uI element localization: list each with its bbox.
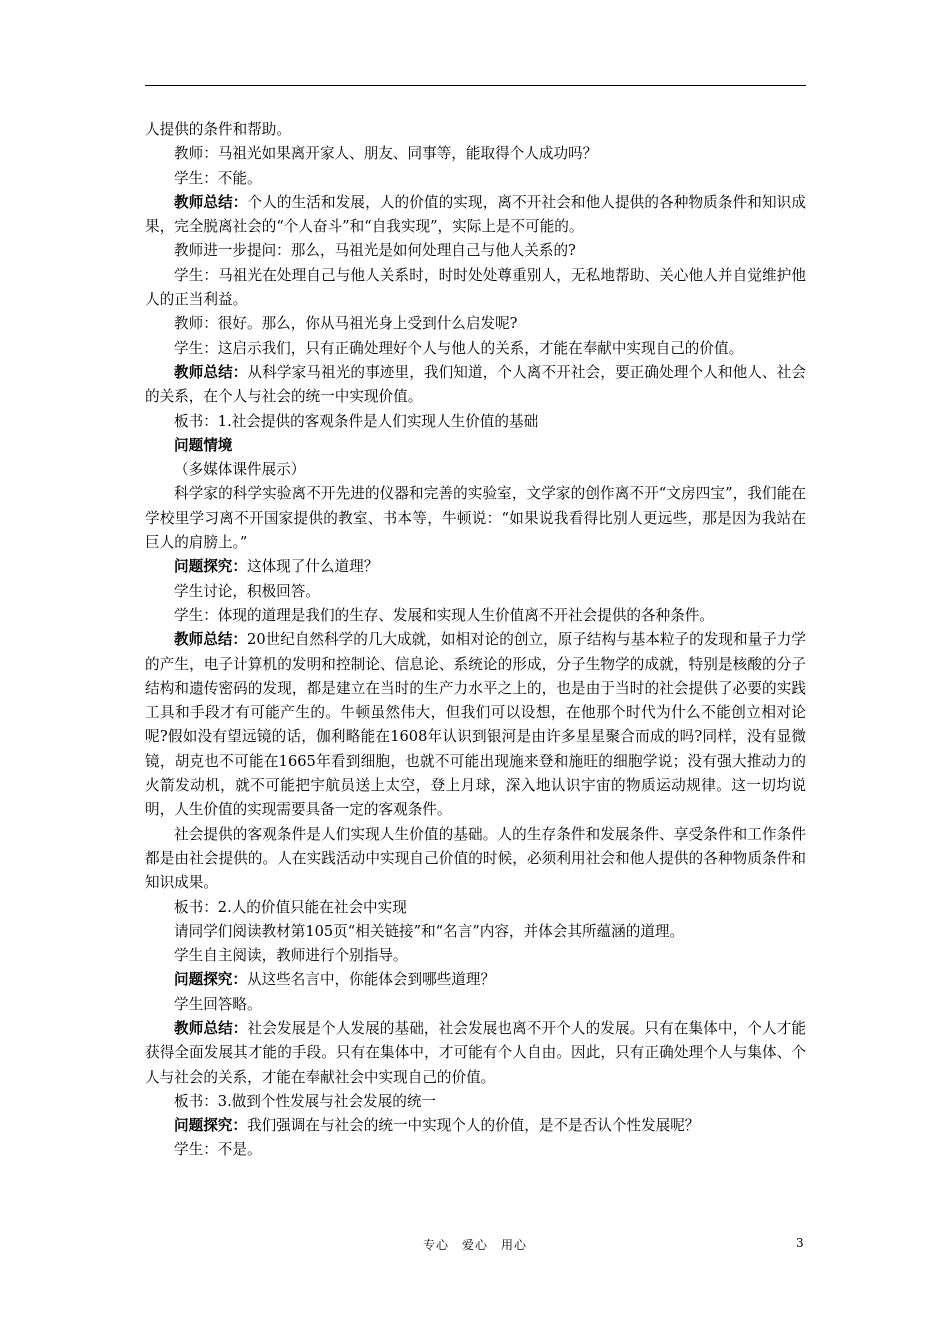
paragraph <box>145 580 806 604</box>
document-body <box>145 118 806 1163</box>
paragraph <box>145 920 806 944</box>
paragraph-text: 学生：不是。 <box>174 1141 262 1159</box>
paragraph-text: 科学家的科学实验离不开先进的仪器和完善的实验室，文学家的创作离不开“文房四宝”，我们能在学校里学习离不开国家提供的教室、书本等，牛顿说：“如果说我看得比别人更远些，那是因为我站在巨人的肩膀上。” <box>145 485 806 552</box>
paragraph <box>145 896 806 920</box>
paragraph <box>145 361 806 410</box>
paragraph <box>145 1090 806 1114</box>
paragraph-text: 学生：体现的道理是我们的生存、发展和实现人生价值离不开社会提供的各种条件。 <box>174 606 714 624</box>
paragraph <box>145 604 806 628</box>
paragraph-text: 请同学们阅读教材第105页“相关链接”和“名言”内容，并体会其所蕴涵的道理。 <box>174 922 685 940</box>
paragraph <box>145 191 806 240</box>
paragraph-text: 教师：很好。那么，你从马祖光身上受到什么启发呢? <box>174 315 518 333</box>
paragraph-text: 人提供的条件和帮助。 <box>145 121 291 138</box>
paragraph-text: 学生：这启示我们，只有正确处理好个人与他人的关系，才能在奉献中实现自己的价值。 <box>174 339 744 357</box>
paragraph <box>145 1114 806 1138</box>
paragraph-text: 学生讨论，积极回答。 <box>174 582 320 600</box>
paragraph-text: （多媒体课件展示） <box>174 461 306 479</box>
paragraph-text: 20世纪自然科学的几大成就，如相对论的创立，原子结构与基本粒子的发现和量子力学的产生，电子计算机的发明和控制论、信息论、系统论的形成，分子生物学的成就，特别是核酸的分子结构和遗传密码的发现，都是建立在当时的生产力水平之上的，也是由于当时的社会提供了必要的实践工具和手段才有可能产生的。牛顿虽然伟大，但我们可以设想，在他那个时代为什么不能创立相对论呢?假如没有望远镜的话，伽利略能在1608年认识到银河是由许多星星聚合而成的吗?同样，没有显微镜，胡克也不可能在1665年看到细胞，也就不可能出现施来登和施旺的细胞学说；没有强大推动力的火箭发动机，就不可能把宇航员送上太空，登上月球，深入地认识宇宙的物质运动规律。这一切均说明，人生价值的实现需要具备一定的客观条件。 <box>145 631 806 819</box>
paragraph-text: 从科学家马祖光的事迹里，我们知道，个人离不开社会，要正确处理个人和他人、社会的关系，在个人与社会的统一中实现价值。 <box>145 363 806 406</box>
paragraph-text: 学生回答略。 <box>174 995 262 1013</box>
paragraph-lead: 教师总结： <box>174 363 248 381</box>
paragraph <box>145 993 806 1017</box>
paragraph-text: 板书：1.社会提供的客观条件是人们实现人生价值的基础 <box>174 412 539 430</box>
paragraph <box>145 312 806 336</box>
paragraph-lead: 问题探究： <box>174 971 247 989</box>
paragraph-text: 学生自主阅读，教师进行个别指导。 <box>174 947 408 965</box>
paragraph-text: 教师进一步提问：那么，马祖光是如何处理自己与他人关系的? <box>174 242 576 260</box>
paragraph-lead: 教师总结： <box>174 631 248 649</box>
paragraph <box>145 410 806 434</box>
paragraph-text: 教师：马祖光如果离开家人、朋友、同事等，能取得个人成功吗？ <box>174 145 598 163</box>
paragraph <box>145 167 806 191</box>
paragraph-lead: 问题探究： <box>174 558 247 576</box>
paragraph <box>145 968 806 992</box>
paragraph-text: 板书：2.人的价值只能在社会中实现 <box>174 898 407 916</box>
page-number: 3 <box>796 1236 804 1250</box>
paragraph <box>145 1138 806 1162</box>
paragraph-lead: 教师总结： <box>174 1019 248 1037</box>
paragraph <box>145 118 806 142</box>
paragraph-text: 学生：不能。 <box>174 169 262 187</box>
paragraph <box>145 555 806 579</box>
paragraph-text: 我们强调在与社会的统一中实现个人的价值，是不是否认个性发展呢？ <box>246 1117 700 1135</box>
paragraph-text: 这体现了什么道理？ <box>246 558 379 576</box>
paragraph-lead: 教师总结： <box>174 193 248 211</box>
paragraph <box>145 264 806 313</box>
paragraph-text: 社会提供的客观条件是人们实现人生价值的基础。人的生存条件和发展条件、享受条件和工作条件都是由社会提供的。人在实践活动中实现自己价值的时候，必须利用社会和他人提供的各种物质条件和知识成果。 <box>145 825 806 892</box>
paragraph <box>145 944 806 968</box>
paragraph-text: 板书：3.做到个性发展与社会发展的统一 <box>174 1092 437 1110</box>
paragraph-text: 学生：马祖光在处理自己与他人关系时，时时处处尊重别人，无私地帮助、关心他人并自觉维护他人的正当利益。 <box>145 266 806 309</box>
paragraph <box>145 482 806 555</box>
paragraph-lead: 问题探究： <box>174 1117 247 1135</box>
paragraph <box>145 239 806 263</box>
paragraph <box>145 628 806 822</box>
header-rule <box>145 85 806 86</box>
paragraph <box>145 337 806 361</box>
paragraph-text: 个人的生活和发展，人的价值的实现，离不开社会和他人提供的各种物质条件和知识成果，完全脱离社会的“个人奋斗”和“自我实现”，实际上是不可能的。 <box>145 193 806 236</box>
paragraph <box>145 142 806 166</box>
paragraph <box>145 1017 806 1090</box>
paragraph <box>145 458 806 482</box>
paragraph-lead: 问题情境 <box>174 436 233 454</box>
paragraph-text: 社会发展是个人发展的基础，社会发展也离不开个人的发展。只有在集体中，个人才能获得全面发展其才能的手段。只有在集体中，才可能有个人自由。因此，只有正确处理个人与集体、个人与社会的关系，才能在奉献社会中实现自己的价值。 <box>145 1019 806 1086</box>
paragraph-text: 从这些名言中，你能体会到哪些道理？ <box>246 971 496 989</box>
paragraph <box>145 823 806 896</box>
paragraph <box>145 434 806 458</box>
footer-motto: 专心 爱心 用心 <box>422 1238 527 1252</box>
